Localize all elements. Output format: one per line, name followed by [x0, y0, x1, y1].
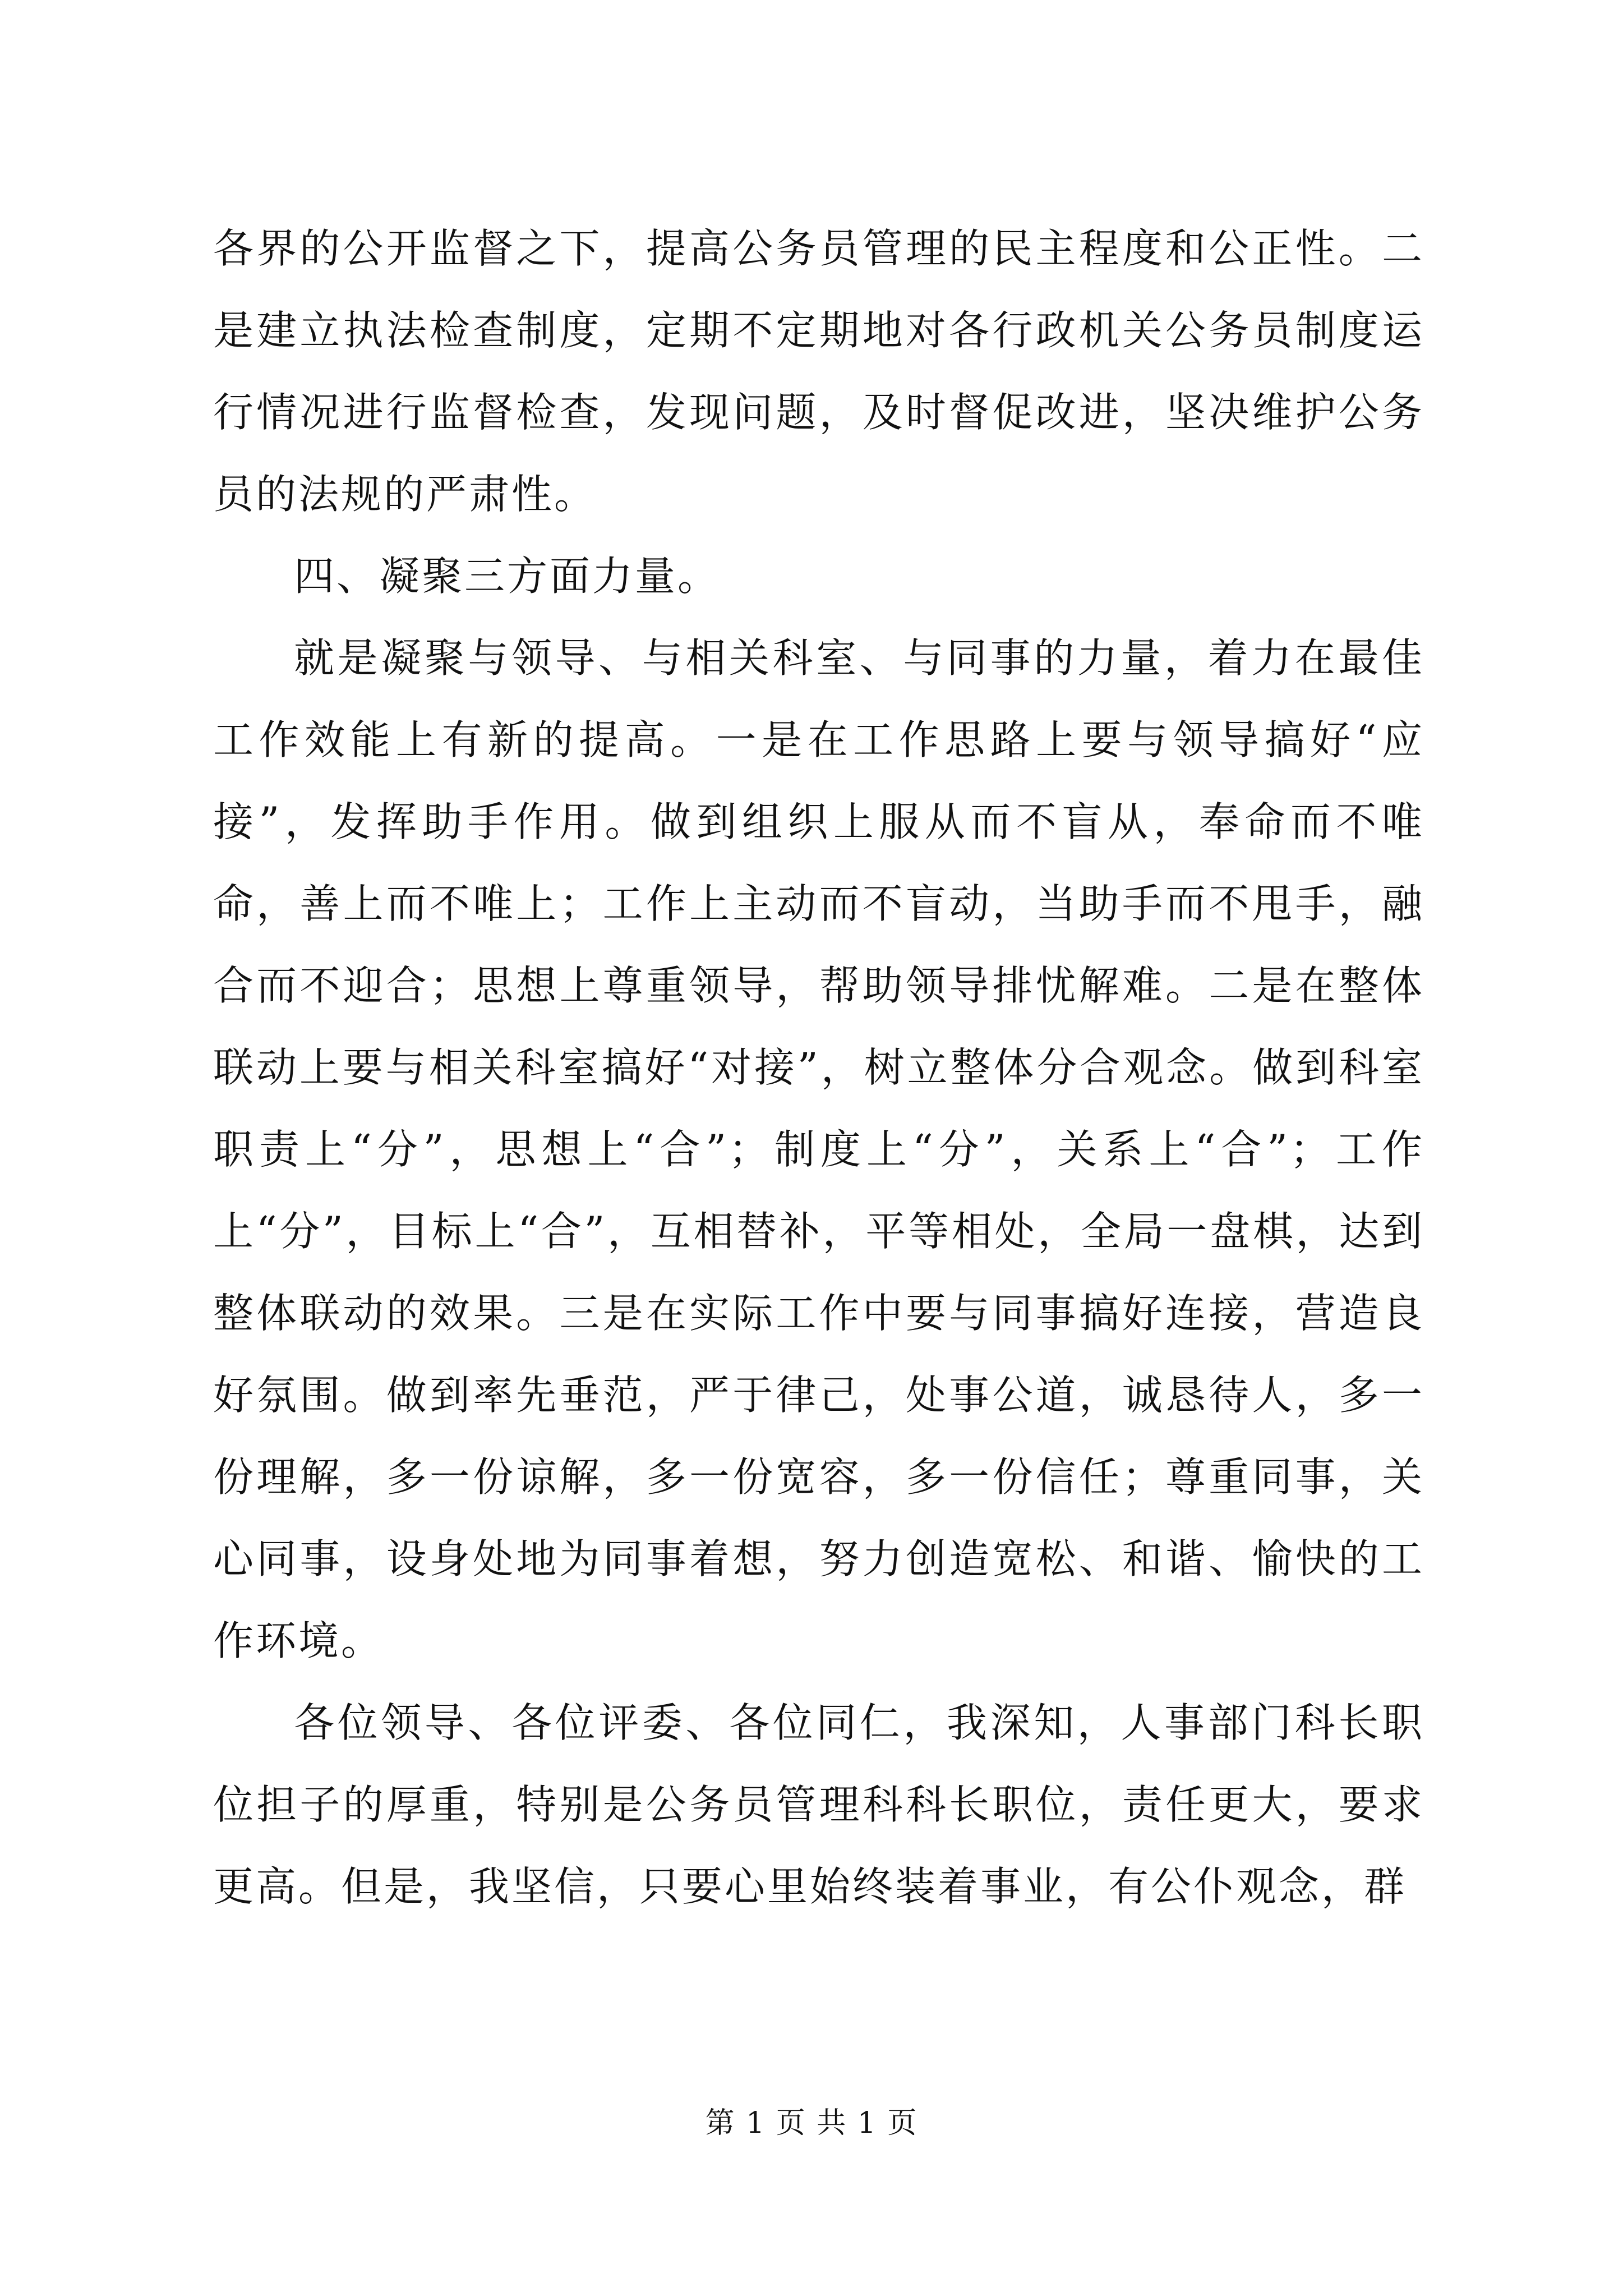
- paragraph-continuation: 各界的公开监督之下，提高公务员管理的民主程度和公正性。二是建立执法检查制度，定期不定期地对各行政机关公务员制度运行情况进行监督检查，发现问题，及时督促改进，坚决维护公务员的法规的严肃性。: [213, 225, 1424, 518]
- section-heading: 四、凝聚三方面力量。: [294, 553, 721, 600]
- paragraph-closing: 各位领导、各位评委、各位同仁，我深知，人事部门科长职位担子的厚重，特别是公务员管理科科长职位，责任更大，要求更高。但是，我坚信，只要心里始终装着事业，有公仆观念，群: [213, 1699, 1424, 1910]
- document-body: [213, 208, 1424, 1927]
- page-footer: 第 1 页 共 1 页: [705, 2106, 918, 2140]
- paragraph-body: 就是凝聚与领导、与相关科室、与同事的力量，着力在最佳工作效能上有新的提高。一是在工作思路上要与领导搞好“应接”，发挥助手作用。做到组织上服从而不盲从，奉命而不唯命，善上而不唯上；工作上主动而不盲动，当助手而不甩手，融合而不迎合；思想上尊重领导，帮助领导排忧解难。二是在整体联动上要与相关科室搞好“对接”，树立整体分合观念。做到科室职责上“分”，思想上“合”；制度上“分”，关系上“合”；工作上“分”，目标上“合”，互相替补，平等相处，全局一盘棋，达到整体联动的效果。三是在实际工作中要与同事搞好连接，营造良好氛围。做到率先垂范，严于律己，处事公道，诚恳待人，多一份理解，多一份谅解，多一份宽容，多一份信任；尊重同事，关心同事，设身处地为同事着想，努力创造宽松、和谐、愉快的工作环境。: [213, 634, 1424, 1664]
